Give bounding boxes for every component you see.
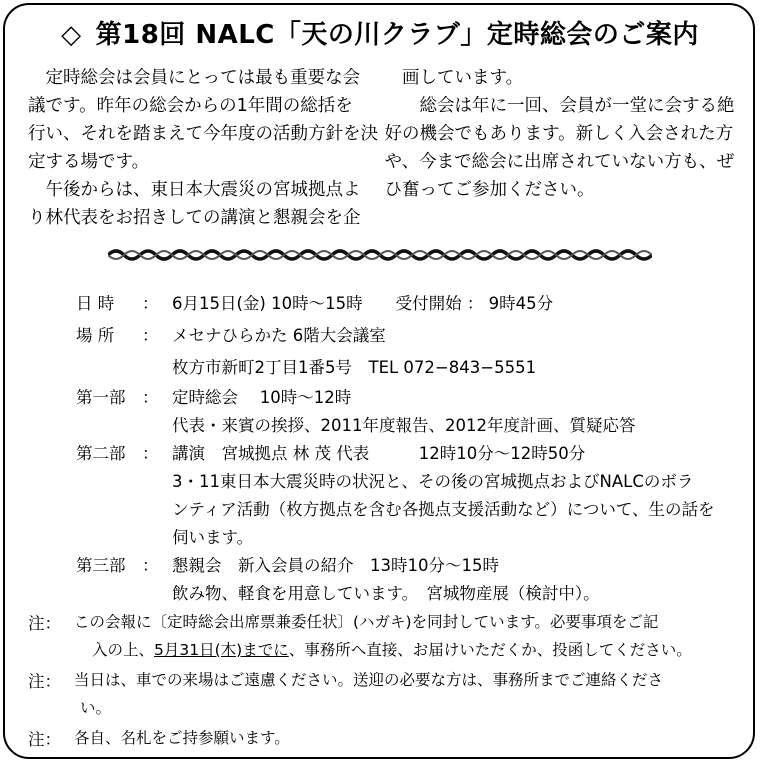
part2-label: 第二部 (76, 444, 126, 463)
intro-line: 午後からは、東日本大震災の宮城拠点よ (45, 180, 361, 200)
intro-right-column (384, 64, 744, 204)
intro-paragraph-2 (28, 176, 378, 232)
part2-detail-line: 3・11東日本大震災時の状況と、その後の宮城拠点およびNALCのボラ (172, 472, 694, 491)
note-3-text: 各自、名札をご持参願います。 (74, 729, 290, 747)
intro-line: 行い、それを踏まえて今年度の活動方針を決 (28, 124, 378, 144)
intro-line: 定する場です。 (28, 152, 150, 172)
part2-title: 講演 宮城拠点 林 茂 代表 12時10分～12時50分 (172, 444, 586, 463)
part3-detail: 飲み物、軽食を用意しています。 宮城物産展（検討中）。 (172, 584, 600, 603)
colon: ： (142, 294, 159, 313)
place-label: 場 所 (76, 326, 115, 345)
title-text: 第18回 NALC「天の川クラブ」定時総会のご案内 (95, 20, 699, 50)
note-2-line-1: 当日は、車での来場はご遠慮ください。送迎の必要な方は、事務所までご連絡くださ (74, 671, 664, 689)
colon: ： (142, 556, 159, 575)
note-1-line-2-post: 、事務所へ直接、お届けいただくか、投函してください。 (288, 641, 692, 659)
date-value: 6月15日(金) 10時～15時 受付開始 ： 9時45分 (172, 294, 554, 313)
intro-line: 定時総会は会員にとっては最も重要な会 (45, 68, 361, 88)
page-title (0, 14, 760, 51)
decorative-divider (108, 246, 652, 264)
intro-line: 好の機会でもあります。新しく入会された方 (384, 124, 734, 144)
part2-detail-line: 伺います。 (172, 528, 254, 547)
note-label: 注： (28, 730, 61, 749)
diamond-icon: ◇ (61, 20, 82, 50)
intro-left-column (28, 64, 378, 232)
colon: ： (142, 388, 159, 407)
note-1-line-1: この会報に〔定時総会出席票兼委任状〕(ハガキ)を同封しています。必要事項をご記 (74, 613, 659, 631)
colon: ： (142, 444, 159, 463)
place-value: メセナひらかた 6階大会議室 (172, 326, 386, 345)
note-label: 注： (28, 672, 61, 691)
intro-line: 議です。昨年の総会からの1年間の総括を (28, 96, 353, 116)
address: 枚方市新町2丁目1番5号 TEL 072−843−5551 (172, 358, 537, 377)
intro-line: や、今まで総会に出席されていない方も、ぜ (384, 152, 735, 172)
note-1-line-2 (92, 638, 692, 660)
date-label: 日 時 (76, 294, 115, 313)
intro-line: り林代表をお招きしての講演と懇親会を企 (28, 208, 361, 228)
part2-detail-line: ンティア活動（枚方拠点を含む各拠点支援活動など）について、生の話を (172, 500, 715, 519)
note-2-line-2: い。 (80, 699, 112, 717)
colon: ： (142, 326, 159, 345)
note-label: 注： (28, 614, 61, 633)
part3-title: 懇親会 新入会員の紹介 13時10分～15時 (172, 556, 499, 575)
intro-continuation: 画しています。 (402, 68, 524, 88)
part1-title: 定時総会 10時～12時 (172, 388, 352, 407)
part1-detail: 代表・来賓の挨拶、2011年度報告、2012年度計画、質疑応答 (172, 416, 636, 435)
part1-label: 第一部 (76, 388, 126, 407)
deadline-text: 5月31日(木)までに (154, 641, 289, 659)
intro-line: ひ奮ってご参加ください。 (384, 180, 595, 200)
intro-line: 総会は年に一回、会員が一堂に会する絶 (419, 96, 735, 116)
part3-label: 第三部 (76, 556, 126, 575)
intro-paragraph-3 (384, 92, 744, 204)
intro-paragraph-1 (28, 64, 378, 176)
note-1-line-2-pre: 入の上、 (92, 641, 155, 659)
